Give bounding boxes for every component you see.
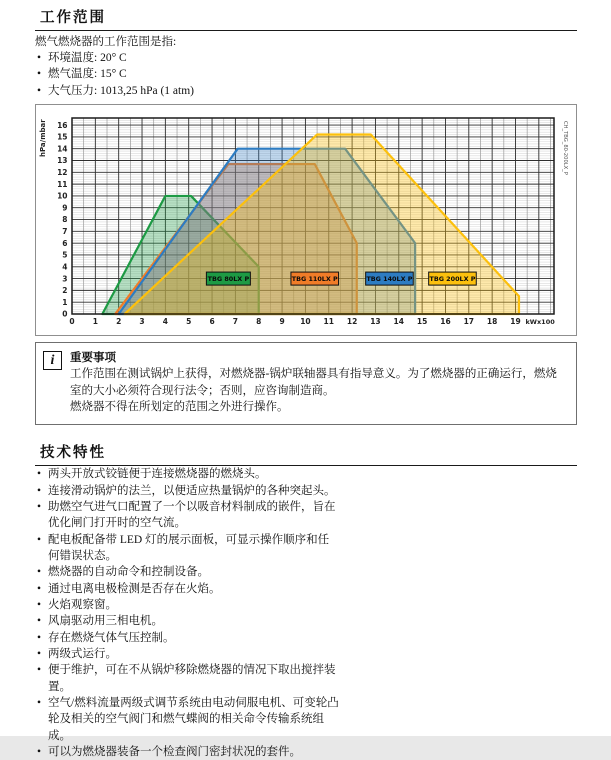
x-tick-label: 16	[440, 317, 451, 327]
info-icon: i	[43, 351, 62, 370]
chart-svg	[36, 105, 578, 333]
y-axis-unit-label: hPa/mbar	[39, 119, 47, 158]
svg-text:TBG 200LX P: TBG 200LX P	[429, 275, 476, 284]
svg-text:TBG 140LX P: TBG 140LX P	[366, 275, 413, 284]
y-tick-label: 5	[62, 250, 68, 260]
svg-text:TBG 80LX P: TBG 80LX P	[207, 275, 250, 284]
y-tick-label: 7	[62, 227, 68, 237]
notice-text	[70, 350, 566, 415]
list-item: • 两级式运行。	[35, 646, 339, 662]
section-title-work-range: 工作范围	[35, 6, 577, 31]
notice-line: 燃烧器不得在所划定的范围之外进行操作。	[70, 401, 289, 414]
x-tick-label: 11	[323, 317, 334, 327]
y-tick-label: 6	[62, 238, 68, 248]
list-item: • 风扇驱动用三相电机。	[35, 613, 339, 629]
notice-line: 工作范围在测试锅炉上获得，对燃烧器-锅炉联轴器具有指导意义。为了燃烧器的正确运行，燃烧室的大小必须符合现行法令；否则，应咨询制造商。	[70, 368, 557, 397]
list-item: • 燃烧器的自动命令和控制设备。	[35, 564, 339, 580]
x-tick-label: 3	[139, 317, 145, 327]
list-item: • 空气/燃料流量两级式调节系统由电动伺服电机、可变轮凸轮及相关的空气阀门和燃气蝶阀的相关命令传输系统组成。	[35, 695, 339, 744]
x-tick-label: 6	[209, 317, 215, 327]
list-item: • 火焰观察窗。	[35, 597, 339, 613]
list-item: • 燃气温度: 15° C	[35, 66, 577, 82]
x-tick-label: 12	[346, 317, 358, 327]
list-item: • 存在燃烧气体气压控制。	[35, 630, 339, 646]
important-notice	[35, 342, 577, 425]
x-tick-label: 7	[232, 317, 238, 327]
x-tick-label: 15	[416, 317, 428, 327]
list-item: • 两头开放式铰链便于连接燃烧器的燃烧头。	[35, 466, 339, 482]
x-tick-label: 14	[393, 317, 404, 327]
x-tick-label: 10	[300, 317, 311, 327]
chart-code-label: CH_TBG_80-200LX_P	[562, 121, 568, 175]
y-tick-label: 10	[57, 191, 68, 201]
x-tick-label: 19	[510, 317, 521, 327]
y-tick-label: 11	[57, 179, 68, 189]
x-tick-label: 0	[69, 317, 75, 327]
y-tick-label: 8	[62, 215, 68, 225]
y-tick-label: 12	[57, 168, 68, 178]
svg-text:TBG 110LX P: TBG 110LX P	[291, 275, 338, 284]
list-item: • 通过电离电极检测是否存在火焰。	[35, 581, 339, 597]
list-item: • 环境温度: 20° C	[35, 50, 577, 66]
x-tick-label: 5	[186, 317, 192, 327]
y-tick-label: 0	[62, 309, 68, 319]
x-tick-label: 1	[92, 317, 98, 327]
work-range-intro: 燃气燃烧器的工作范围是指:	[35, 36, 177, 48]
y-tick-label: 13	[57, 156, 68, 166]
x-axis-unit-label: kWx100	[525, 318, 555, 327]
y-tick-label: 15	[57, 132, 68, 142]
y-tick-label: 1	[62, 297, 68, 307]
list-item: • 大气压力: 1013,25 hPa (1 atm)	[35, 83, 577, 99]
page-content	[35, 6, 577, 760]
section-title-tech-features: 技术特性	[35, 441, 577, 466]
list-item: • 便于维护，可在不从锅炉移除燃烧器的情况下取出搅拌装置。	[35, 662, 339, 695]
x-tick-label: 18	[486, 317, 498, 327]
notice-title: 重要事项	[70, 352, 116, 365]
work-range-conditions	[35, 50, 577, 99]
working-range-chart	[35, 104, 577, 336]
y-tick-label: 9	[62, 203, 68, 213]
list-item: • 助燃空气进气口配置了一个以吸音材料制成的嵌件，旨在优化闸门打开时的空气流。	[35, 499, 339, 532]
x-tick-label: 4	[162, 317, 168, 327]
x-tick-label: 8	[256, 317, 262, 327]
list-item: • 可以为燃烧器装备一个检查阀门密封状况的套件。	[35, 744, 339, 760]
y-tick-label: 14	[57, 144, 68, 154]
list-item: • 连接滑动锅炉的法兰，以便适应热量锅炉的各种突起头。	[35, 483, 339, 499]
x-tick-label: 2	[116, 317, 122, 327]
list-item: • 配电板配备带 LED 灯的展示面板，可显示操作顺序和任何错误状态。	[35, 532, 339, 565]
x-tick-label: 17	[463, 317, 475, 327]
y-tick-label: 2	[62, 286, 68, 296]
y-tick-label: 4	[62, 262, 68, 272]
x-tick-label: 13	[370, 317, 381, 327]
y-tick-label: 16	[57, 120, 68, 130]
tech-features-list	[35, 466, 339, 760]
x-tick-label: 9	[279, 317, 285, 327]
y-tick-label: 3	[62, 274, 68, 284]
